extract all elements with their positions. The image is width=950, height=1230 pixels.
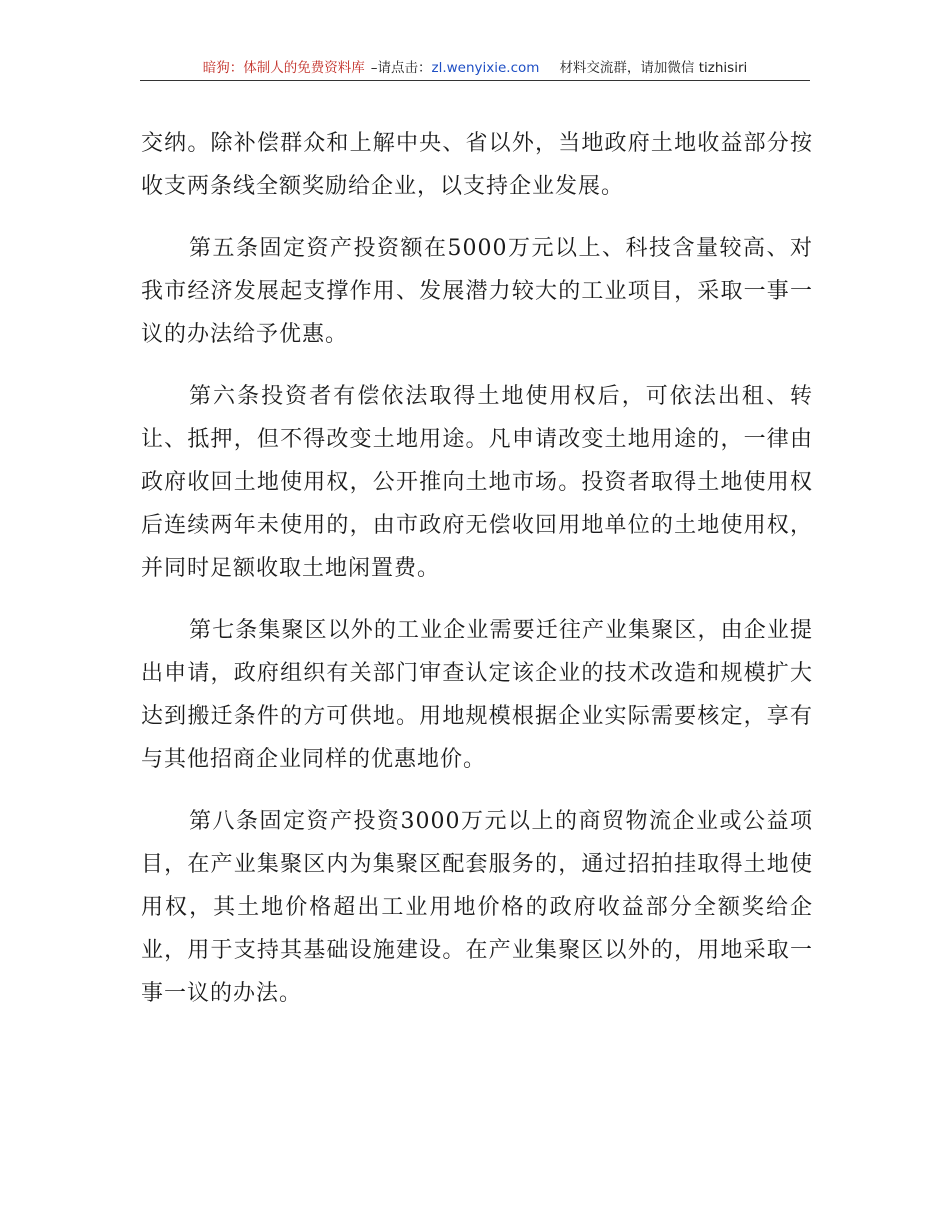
page-header (140, 58, 810, 81)
paragraph-article-8: 第八条固定资产投资3000万元以上的商贸物流企业或公益项目，在产业集聚区内为集聚区配套服务的，通过招拍挂取得土地使用权，其土地价格超出工业用地价格的政府收益部分全额奖给企业，用于支持其基础设施建设。在产业集聚区以外的，用地采取一事一议的办法。 (141, 809, 813, 1006)
header-prompt: –请点击： (370, 60, 432, 76)
header-site-link[interactable]: zl.wenyixie.com (431, 60, 540, 76)
paragraph-article-5: 第五条固定资产投资额在5000万元以上、科技含量较高、对我市经济发展起支撑作用、发展潜力较大的工业项目，采取一事一议的办法给予优惠。 (141, 236, 813, 347)
paragraph-continuation: 交纳。除补偿群众和上解中央、省以外，当地政府土地收益部分按收支两条线全额奖励给企业，以支持企业发展。 (141, 131, 813, 199)
document-body (141, 122, 813, 1034)
header-brand: 暗狗：体制人的免费资料库 (202, 60, 365, 76)
header-group-info: 材料交流群，请加微信 tizhisiri (559, 60, 748, 76)
paragraph-article-7: 第七条集聚区以外的工业企业需要迁往产业集聚区，由企业提出申请，政府组织有关部门审查认定该企业的技术改造和规模扩大达到搬迁条件的方可供地。用地规模根据企业实际需要核定，享有与其他招商企业同样的优惠地价。 (141, 618, 813, 772)
paragraph-article-6: 第六条投资者有偿依法取得土地使用权后，可依法出租、转让、抵押，但不得改变土地用途。凡申请改变土地用途的，一律由政府收回土地使用权，公开推向土地市场。投资者取得土地使用权后连续两年未使用的，由市政府无偿收回用地单位的土地使用权，并同时足额收取土地闲置费。 (141, 384, 813, 581)
